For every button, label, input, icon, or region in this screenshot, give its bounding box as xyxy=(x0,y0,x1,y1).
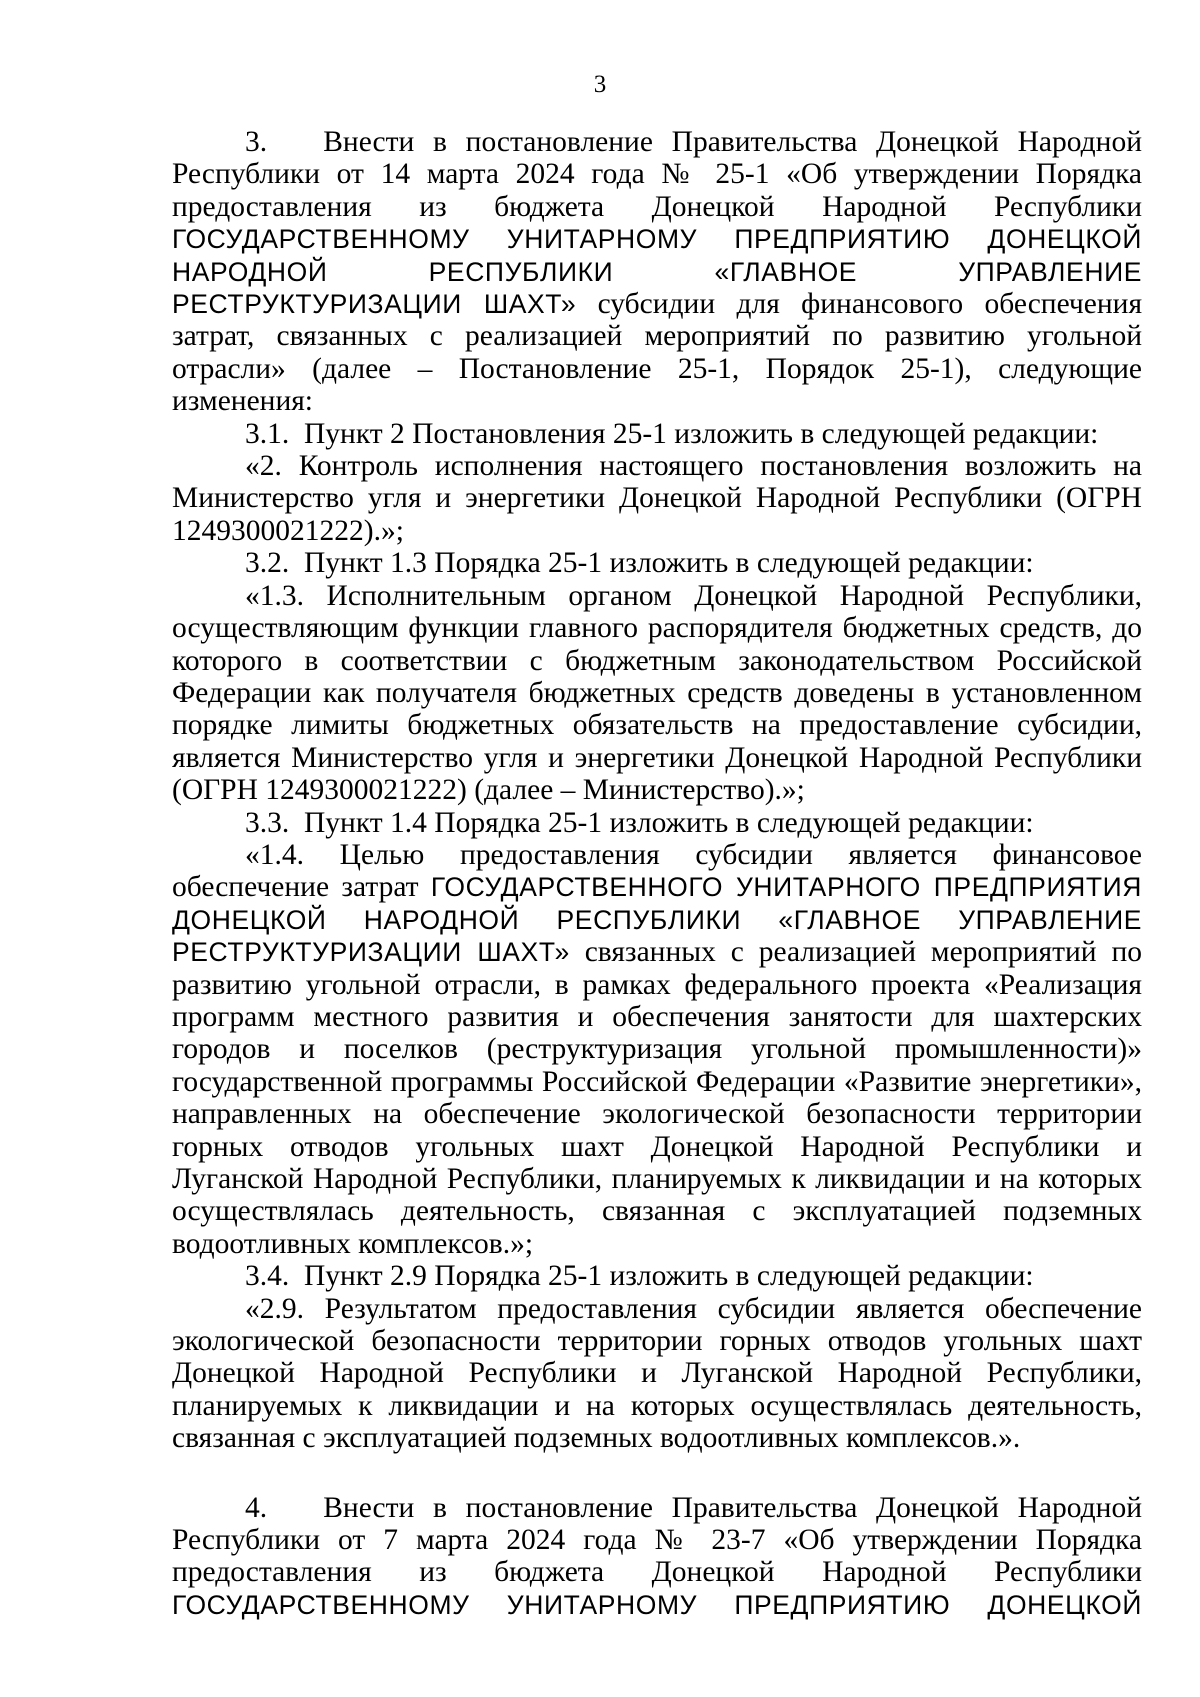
item-4-enterprise-name: ГОСУДАРСТВЕННОМУ УНИТАРНОМУ ПРЕДПРИЯТИЮ ДОНЕЦКОЙ xyxy=(172,1589,1142,1620)
subitem-3-4-title: 3.4. Пункт 2.9 Порядка 25-1 изложить в следующей редакции: xyxy=(245,1260,1034,1293)
item-4-paragraph xyxy=(172,1492,1142,1622)
paragraph-gap xyxy=(172,1455,1142,1492)
subitem-3-3-start: «1.4. Целью предоставления субсидии является финансовое обеспечение затрат xyxy=(172,838,1142,904)
item-4-intro: 4. Внести в постановление Правительства Донецкой Народной Республики от 7 марта 2024 года № 23-7 «Об утверждении Порядка предоставления из бюджета Донецкой Народной Республики xyxy=(172,1491,1142,1589)
subitem-3-3-paragraph xyxy=(172,839,1142,1260)
subitem-3-3-title: 3.3. Пункт 1.4 Порядка 25-1 изложить в следующей редакции: xyxy=(245,806,1034,839)
subitem-3-1-text: «2. Контроль исполнения настоящего постановления возложить на Министерство угля и энергетики Донецкой Народной Республики (ОГРН 1249300021222).»; xyxy=(172,450,1142,547)
document-body xyxy=(172,126,1142,1621)
item-3-paragraph xyxy=(172,126,1142,418)
item-3-enterprise-name: ГОСУДАРСТВЕННОМУ УНИТАРНОМУ ПРЕДПРИЯТИЮ ДОНЕЦКОЙ НАРОДНОЙ РЕСПУБЛИКИ «ГЛАВНОЕ УПРАВЛЕНИЕ РЕСТРУКТУРИЗАЦИИ ШАХТ» xyxy=(172,224,1142,320)
item-3-intro-end: субсидии для финансового обеспечения затрат, связанных с реализацией мероприятий по развитию угольной отрасли» (далее – Постановление 25-1, Порядок 25-1), следующие изменения: xyxy=(172,288,1143,418)
subitem-3-2-title: 3.2. Пункт 1.3 Порядка 25-1 изложить в следующей редакции: xyxy=(245,547,1034,580)
page-number: 3 xyxy=(593,71,607,98)
subitem-3-2-text: «1.3. Исполнительным органом Донецкой Народной Республики, осуществляющим функции главного распорядителя бюджетных средств, до которого в соответствии с бюджетным законодательством Российской Федерации как получателя бюджетных средств доведены в установленном порядке лимиты бюджетных обязательств на предоставление субсидии, является Министерство угля и энергетики Донецкой Народной Республики (ОГРН 1249300021222) (далее – Министерство).»; xyxy=(172,579,1142,807)
subitem-3-4-text: «2.9. Результатом предоставления субсидии является обеспечение экологической безопасности территории горных отводов угольных шахт Донецкой Народной Республики и Луганской Народной Республики, планируемых к ликвидации и на которых осуществлялась деятельность, связанная с эксплуатацией подземных водоотливных комплексов.». xyxy=(172,1292,1142,1455)
subitem-3-3-end: связанных с реализацией мероприятий по развитию угольной отрасли, в рамках федерального проекта «Реализация программ местного развития и обеспечения занятости для шахтерских городов и поселков (реструктуризация угольной промышленности)» государственной программы Российской Федерации «Развитие энергетики», направленных на обеспечение экологической безопасности территории горных отводов угольных шахт Донецкой Народной Республики и Луганской Народной Республики, планируемых к ликвидации и на которых осуществлялась деятельность, связанная с эксплуатацией подземных водоотливных комплексов.»; xyxy=(172,936,1142,1260)
subitem-3-3-enterprise-name: ГОСУДАРСТВЕННОГО УНИТАРНОГО ПРЕДПРИЯТИЯ ДОНЕЦКОЙ НАРОДНОЙ РЕСПУБЛИКИ «ГЛАВНОЕ УПРАВЛЕНИЕ РЕСТРУКТУРИЗАЦИИ ШАХТ» xyxy=(172,872,1142,968)
item-3-intro: 3. Внести в постановление Правительства Донецкой Народной Республики от 14 марта 2024 года № 25-1 «Об утверждении Порядка предоставления из бюджета Донецкой Народной Республики xyxy=(172,126,1142,223)
subitem-3-1-title: 3.1. Пункт 2 Постановления 25-1 изложить в следующей редакции: xyxy=(245,417,1099,450)
